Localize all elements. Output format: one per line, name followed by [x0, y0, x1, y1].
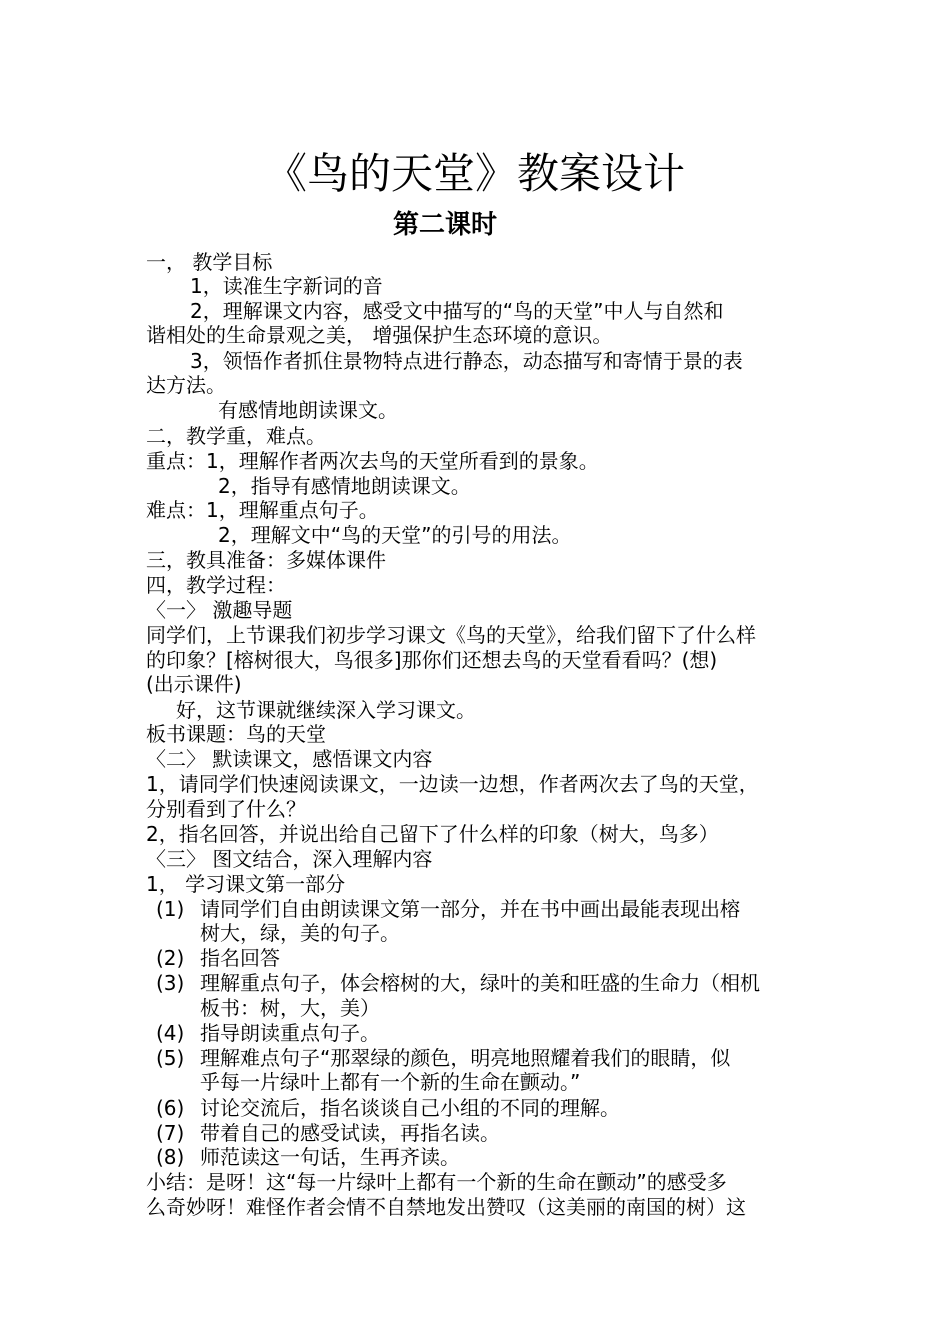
keypoint-2: 2，指导有感情地朗读课文。 — [218, 474, 471, 498]
list-number-8: (8) — [156, 1145, 185, 1169]
list-number-3: (3) — [156, 971, 185, 995]
list-item-6: 讨论交流后，指名谈谈自己小组的不同的理解。 — [200, 1096, 620, 1120]
list-item-5-line-1: 理解难点句子“那翠绿的颜色，明亮地照耀着我们的眼睛，似 — [200, 1046, 731, 1070]
goal-3-line-2: 达方法。 — [146, 373, 226, 397]
step-1-line-3: (出示课件) — [146, 672, 242, 696]
document-title: 《鸟的天堂》教案设计 — [264, 149, 685, 198]
goal-2-line-1: 2，理解课文内容，感受文中描写的“鸟的天堂”中人与自然和 — [190, 299, 724, 323]
list-number-7: (7) — [156, 1121, 185, 1145]
step-3-part-1: 1， 学习课文第一部分 — [146, 872, 346, 896]
list-number-6: (6) — [156, 1096, 185, 1120]
list-number-1: (1) — [156, 897, 185, 921]
goal-1: 1，读准生字新词的音 — [190, 274, 383, 298]
list-item-1-line-1: 请同学们自由朗读课文第一部分，并在书中画出最能表现出榕 — [200, 897, 740, 921]
list-item-3-line-2: 板书：树，大，美） — [200, 996, 380, 1020]
section-heading-materials: 三，教具准备：多媒体课件 — [146, 548, 386, 572]
list-number-4: (4) — [156, 1021, 185, 1045]
list-item-5-line-2: 乎每一片绿叶上都有一个新的生命在颤动。” — [200, 1070, 581, 1094]
step-2-line-3: 2，指名回答，并说出给自己留下了什么样的印象（树大，鸟多） — [146, 822, 719, 846]
step-2-line-2: 分别看到了什么？ — [146, 797, 306, 821]
summary-line-1: 小结：是呀！这“每一片绿叶上都有一个新的生命在颤动”的感受多 — [146, 1170, 727, 1194]
list-item-7: 带着自己的感受试读，再指名读。 — [200, 1121, 500, 1145]
list-item-3-line-1: 理解重点句子，体会榕树的大，绿叶的美和旺盛的生命力（相机 — [200, 971, 760, 995]
step-1-line-4: 好，这节课就继续深入学习课文。 — [176, 698, 476, 722]
section-heading-process: 四，教学过程： — [146, 573, 286, 597]
step-2-heading: 〈二〉 默读课文，感悟课文内容 — [146, 747, 433, 771]
section-heading-keypoints: 二，教学重，难点。 — [146, 424, 326, 448]
step-1-heading: 〈一〉 激趣导题 — [146, 598, 293, 622]
list-item-8: 师范读这一句话，生再齐读。 — [200, 1145, 460, 1169]
difficulty-1: 难点：1，理解重点句子。 — [146, 498, 379, 522]
list-item-2: 指名回答 — [200, 946, 280, 970]
goal-2-line-2: 谐相处的生命景观之美， 增强保护生态环境的意识。 — [146, 323, 613, 347]
difficulty-2: 2，理解文中“鸟的天堂”的引号的用法。 — [218, 523, 572, 547]
step-1-line-5: 板书课题：鸟的天堂 — [146, 722, 326, 746]
document-subtitle: 第二课时 — [392, 210, 497, 240]
list-item-4: 指导朗读重点句子。 — [200, 1021, 380, 1045]
list-number-5: (5) — [156, 1046, 185, 1070]
list-number-2: (2) — [156, 946, 185, 970]
goal-3-line-1: 3，领悟作者抓住景物特点进行静态，动态描写和寄情于景的表 — [190, 349, 743, 373]
summary-line-2: 么奇妙呀！难怪作者会情不自禁地发出赞叹（这美丽的南国的树）这 — [146, 1195, 746, 1219]
step-1-line-1: 同学们，上节课我们初步学习课文《鸟的天堂》，给我们留下了什么样 — [146, 623, 756, 647]
goal-4: 有感情地朗读课文。 — [218, 398, 398, 422]
step-2-line-1: 1，请同学们快速阅读课文，一边读一边想，作者两次去了鸟的天堂， — [146, 772, 759, 796]
list-item-1-line-2: 树大，绿，美的句子。 — [200, 921, 400, 945]
section-heading-goals: 一， 教学目标 — [146, 250, 273, 274]
step-1-line-2: 的印象？[榕树很大，鸟很多]那你们还想去鸟的天堂看看吗？(想) — [146, 648, 718, 672]
keypoint-1: 重点：1，理解作者两次去鸟的天堂所看到的景象。 — [146, 449, 599, 473]
step-3-heading: 〈三〉 图文结合，深入理解内容 — [146, 847, 433, 871]
